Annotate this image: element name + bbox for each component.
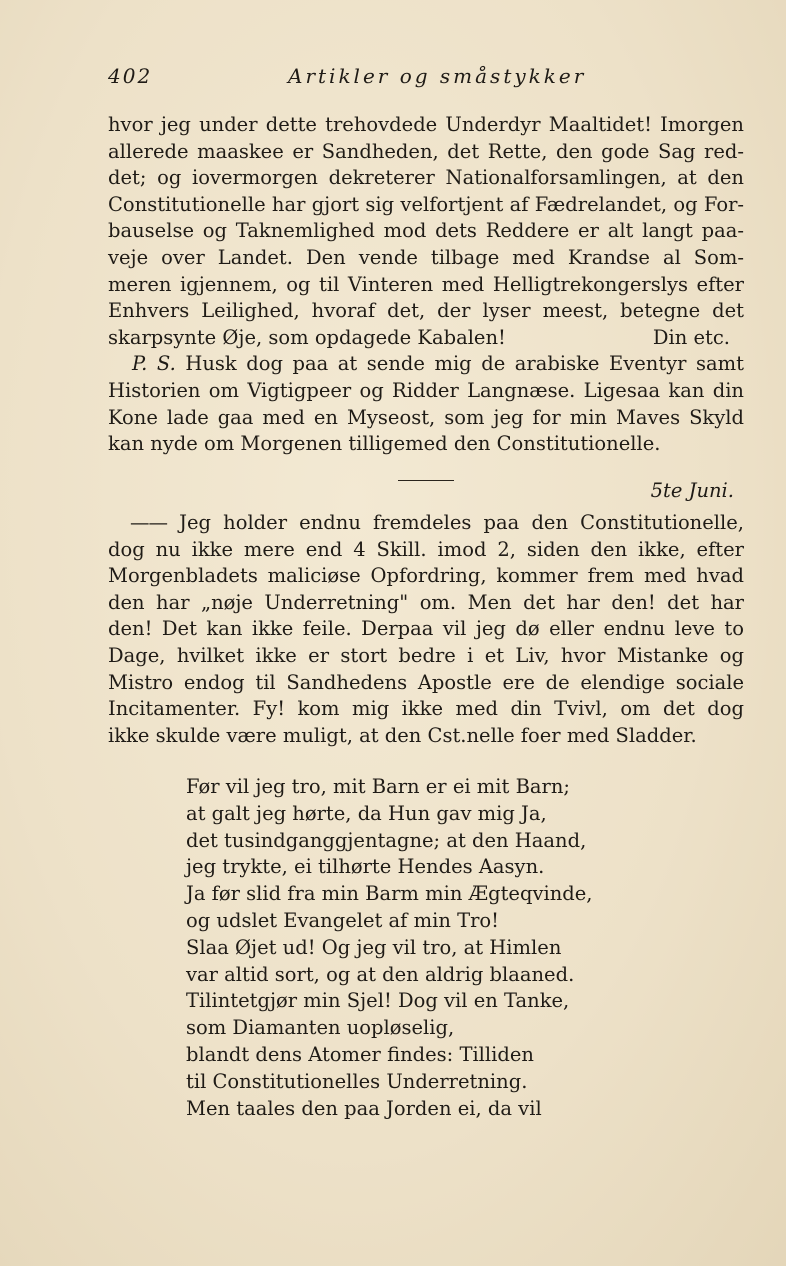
entry-first-line [108,510,744,537]
text-line: Constitutionelle har gjort sig velfortjent af Fædrelandet, og For- [108,192,744,216]
poem-line: Slaa Øjet ud! Og jeg vil tro, at Himlen [186,935,562,959]
closing-signature: Din etc. [652,325,730,349]
poem-line: som Diamanten uopløselig, [186,1016,455,1040]
text-line: Historien om Vigtigpeer og Ridder Langnæse. Ligesaa kan din [108,378,744,402]
section-divider [398,480,454,481]
entry-body [108,510,744,749]
text-line: Dage, hvilket ikke er stort bedre i et Liv, hvor Mistanke og [108,643,744,667]
poem-line: jeg trykte, ei tilhørte Hendes Aasyn. [186,855,545,879]
postscript-text: Husk dog paa at sende mig de arabiske Eventyr samt [185,352,744,376]
poem-line: Tilintetgjør min Sjel! Dog vil en Tanke, [186,989,570,1013]
poem-line: og udslet Evangelet af min Tro! [186,908,499,932]
poem-line: Ja før slid fra min Barm min Ægteqvinde, [186,882,593,906]
postscript-mark: P. S. [132,352,176,376]
em-dash: —— [130,511,167,534]
text-line: den! Det kan ikke feile. Derpaa vil jeg dø eller endnu leve to [108,617,744,641]
text-line: allerede maaskee er Sandheden, det Rette, den gode Sag red- [108,139,744,163]
text-line: den har „nøje Underretning" om. Men det har den! det har [108,590,744,614]
text-line: bauselse og Taknemlighed mod dets Reddere er alt langt paa- [108,219,744,243]
poem-line: blandt dens Atomer findes: Tilliden [186,1042,534,1066]
poem-line: Men taales den paa Jorden ei, da vil [186,1096,542,1120]
text-line: kan nyde om Morgenen tilligemed den Constitutionelle. [108,432,661,456]
postscript-first-line [108,351,744,378]
page-header [108,60,744,94]
entry-date: 5te Juni. [650,479,734,502]
text-line: veje over Landet. Den vende tilbage med Krandse al Som- [108,245,744,269]
page-number: 402 [108,64,153,88]
poem-line: det tusindganggjentagne; at den Haand, [186,828,587,852]
text-line: det; og iovermorgen dekreterer Nationalforsamlingen, at den [108,166,744,190]
text-line: Kone lade gaa med en Myseost, som jeg for min Maves Skyld [108,405,744,429]
poem-line: var altid sort, og at den aldrig blaaned. [186,962,575,986]
text-line: meren igjennem, og til Vinteren med Helligtrekongerslys efter [108,272,744,296]
poem-line: Før vil jeg tro, mit Barn er ei mit Barn; [186,775,570,798]
text-line: ikke skulde være muligt, at den Cst.nelle foer med Sladder. [108,723,697,747]
text-line: Mistro endog til Sandhedens Apostle ere de elendige sociale [108,670,744,694]
letter-body [108,112,744,458]
poem-line: at galt jeg hørte, da Hun gav mig Ja, [186,801,547,825]
text-line: Enhvers Leilighed, hvoraf det, der lyser meest, betegne det [108,299,744,323]
poem-line: til Constitutionelles Underretning. [186,1069,528,1093]
text-line: dog nu ikke mere end 4 Skill. imod 2, siden den ikke, efter [108,537,744,561]
text-line: Incitamenter. Fy! kom mig ikke med din Tvivl, om det dog [108,697,744,721]
entry-first-text: Jeg holder endnu fremdeles paa den Constitutionelle, [179,511,744,534]
closing-line [108,325,744,352]
running-title: Artikler og småstykker [288,64,587,88]
closing-text: skarpsynte Øje, som opdagede Kabalen! [108,325,506,349]
poem-block [186,774,592,1122]
text-line: hvor jeg under dette trehovdede Underdyr Maaltidet! Imorgen [108,113,744,136]
text-line: Morgenbladets maliciøse Opfordring, kommer frem med hvad [108,564,744,588]
